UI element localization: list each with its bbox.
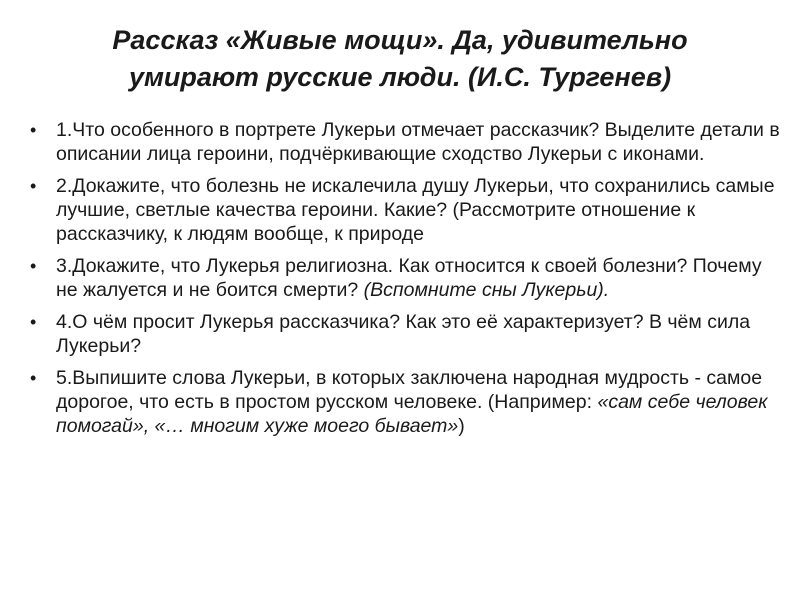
question-number: 2. (56, 175, 73, 197)
question-number: 5. (56, 367, 73, 389)
question-text: Докажите, что болезнь не искалечила душу Лукерьи, что сохранились самые лучшие, светлые качества героини. Какие? (Рассмотрите отношение к рассказчику, к людям вообще, к природе (56, 175, 775, 245)
question-number: 1. (56, 119, 73, 141)
slide-title (40, 22, 760, 96)
question-text: Докажите, что Лукерья религиозна. Как относится к своей болезни? Почему не жалуется и не боится смерти? (56, 255, 762, 301)
slide-title-line-2: умирают русские люди. (И.С. Тургенев) (128, 62, 672, 92)
question-text: Что особенного в портрете Лукерьи отмечает рассказчик? Выделите детали в описании лица героини, подчёркивающие сходство Лукерьи с иконами. (56, 119, 780, 165)
bullet-icon: • (30, 120, 37, 140)
bullet-icon: • (30, 176, 37, 196)
slide-title-line-1: Рассказ «Живые мощи». Да, удивительно (112, 25, 688, 55)
question-item-2 (28, 174, 788, 246)
bullet-icon: • (30, 368, 37, 388)
question-item-5 (28, 366, 788, 438)
question-text: О чём просит Лукерья рассказчика? Как это её характеризует? В чём сила Лукерьи? (56, 311, 751, 357)
bullet-icon: • (30, 256, 37, 276)
bullet-icon: • (30, 312, 37, 332)
question-text-tail: ) (458, 415, 465, 437)
question-list (28, 118, 788, 446)
question-item-1 (28, 118, 788, 166)
question-text: Выпишите слова Лукерьи, в которых заключена народная мудрость - самое дорогое, что есть в простом русском человеке. (Например: (56, 367, 763, 413)
question-italic-quote: «сам себе человек помогай», «… многим хуже моего бывает» (56, 391, 768, 437)
question-item-4 (28, 310, 788, 358)
question-number: 3. (56, 255, 73, 277)
question-number: 4. (56, 311, 73, 333)
question-item-3 (28, 254, 788, 302)
question-italic-note: (Вспомните сны Лукерьи). (363, 279, 610, 301)
